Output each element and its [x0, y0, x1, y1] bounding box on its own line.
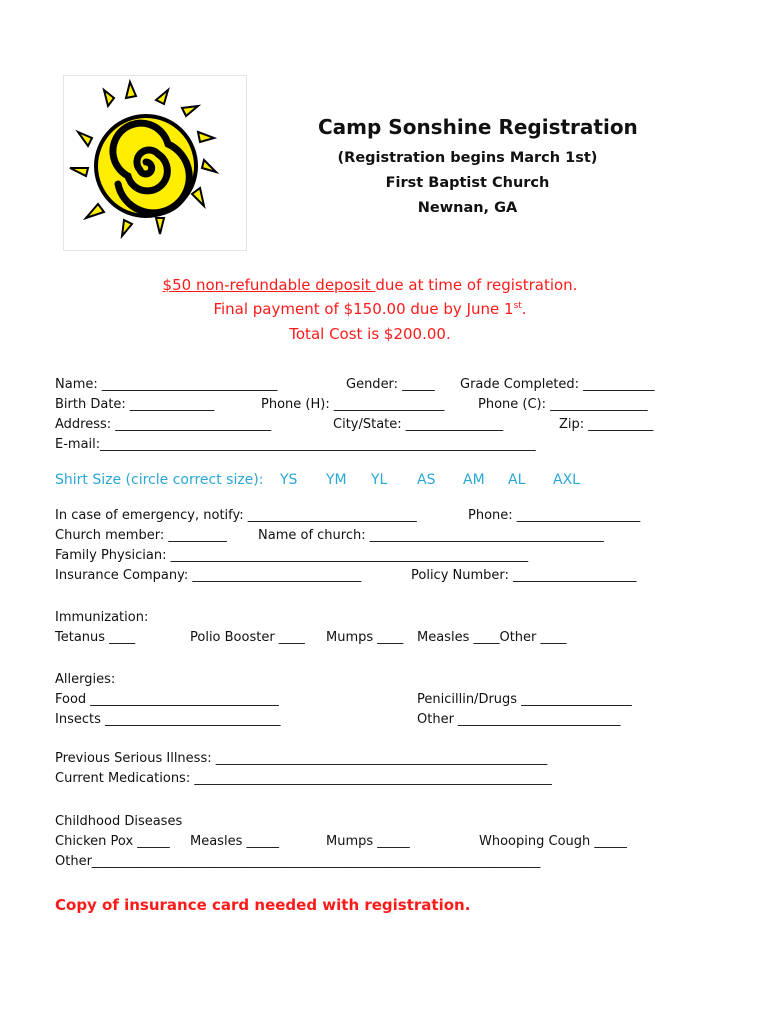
address-field[interactable]: Address: ________________________	[55, 417, 272, 432]
emergency-contact-field[interactable]: In case of emergency, notify: __________________________	[55, 508, 417, 523]
measles-disease-field[interactable]: Measles _____	[190, 834, 279, 849]
shirt-size-as[interactable]: AS	[417, 472, 436, 488]
registration-date: (Registration begins March 1st)	[337, 150, 598, 166]
measles-immunization-field[interactable]: Measles ____Other ____	[417, 630, 567, 645]
medications-field[interactable]: Current Medications: _______________________________________________________	[55, 771, 552, 786]
shirt-size-al[interactable]: AL	[508, 472, 526, 488]
name-field[interactable]: Name: ___________________________	[55, 377, 278, 392]
serious-illness-field[interactable]: Previous Serious Illness: ___________________________________________________	[55, 751, 548, 766]
shirt-size-label: Shirt Size (circle correct size):	[55, 472, 264, 488]
penicillin-allergy-field[interactable]: Penicillin/Drugs _________________	[417, 692, 632, 707]
grade-field[interactable]: Grade Completed: ___________	[460, 377, 655, 392]
insect-allergy-field[interactable]: Insects ___________________________	[55, 712, 281, 727]
church-name-field[interactable]: Name of church: ____________________________________	[258, 528, 604, 543]
deposit-notice	[40, 276, 700, 294]
deposit-text: due at time of registration.	[375, 276, 578, 294]
church-location: Newnan, GA	[417, 200, 518, 216]
shirt-size-ym[interactable]: YM	[326, 472, 347, 488]
shirt-size-ys[interactable]: YS	[280, 472, 298, 488]
immunization-heading: Immunization:	[55, 610, 149, 625]
insurance-card-notice: Copy of insurance card needed with registration.	[55, 896, 471, 914]
church-member-field[interactable]: Church member: _________	[55, 528, 227, 543]
other-disease-field[interactable]: Other_____________________________________________________________________	[55, 854, 541, 869]
insurance-company-field[interactable]: Insurance Company: __________________________	[55, 568, 362, 583]
shirt-size-yl[interactable]: YL	[371, 472, 388, 488]
other-allergy-field[interactable]: Other _________________________	[417, 712, 621, 727]
shirt-size-axl[interactable]: AXL	[553, 472, 580, 488]
final-payment-period: .	[521, 300, 527, 318]
tetanus-field[interactable]: Tetanus ____	[55, 630, 136, 645]
total-cost: Total Cost is $200.00.	[289, 325, 451, 343]
final-payment-notice	[40, 300, 700, 318]
city-state-field[interactable]: City/State: _______________	[333, 417, 504, 432]
allergies-heading: Allergies:	[55, 672, 116, 687]
email-field[interactable]: E-mail:___________________________________________________________________	[55, 437, 536, 452]
polio-field[interactable]: Polio Booster ____	[190, 630, 305, 645]
food-allergy-field[interactable]: Food _____________________________	[55, 692, 279, 707]
emergency-phone-field[interactable]: Phone: ___________________	[468, 508, 641, 523]
form-title: Camp Sonshine Registration	[318, 115, 638, 139]
mumps-disease-field[interactable]: Mumps _____	[326, 834, 410, 849]
sun-drawing	[64, 76, 246, 250]
whooping-cough-field[interactable]: Whooping Cough _____	[479, 834, 627, 849]
chicken-pox-field[interactable]: Chicken Pox _____	[55, 834, 170, 849]
mumps-immunization-field[interactable]: Mumps ____	[326, 630, 404, 645]
childhood-diseases-heading: Childhood Diseases	[55, 814, 183, 829]
physician-field[interactable]: Family Physician: _______________________________________________________	[55, 548, 529, 563]
church-name: First Baptist Church	[385, 175, 550, 191]
deposit-amount: $50 non-refundable deposit	[162, 276, 376, 294]
cell-phone-field[interactable]: Phone (C): _______________	[478, 397, 648, 412]
policy-number-field[interactable]: Policy Number: ___________________	[411, 568, 637, 583]
final-payment-suffix: st	[513, 301, 522, 311]
zip-field[interactable]: Zip: __________	[559, 417, 654, 432]
final-payment-text: Final payment of $150.00 due by June 1	[213, 300, 514, 318]
sun-logo-icon	[63, 75, 247, 251]
shirt-size-am[interactable]: AM	[463, 472, 485, 488]
gender-field[interactable]: Gender: _____	[346, 377, 435, 392]
home-phone-field[interactable]: Phone (H): _________________	[261, 397, 445, 412]
birth-date-field[interactable]: Birth Date: _____________	[55, 397, 215, 412]
